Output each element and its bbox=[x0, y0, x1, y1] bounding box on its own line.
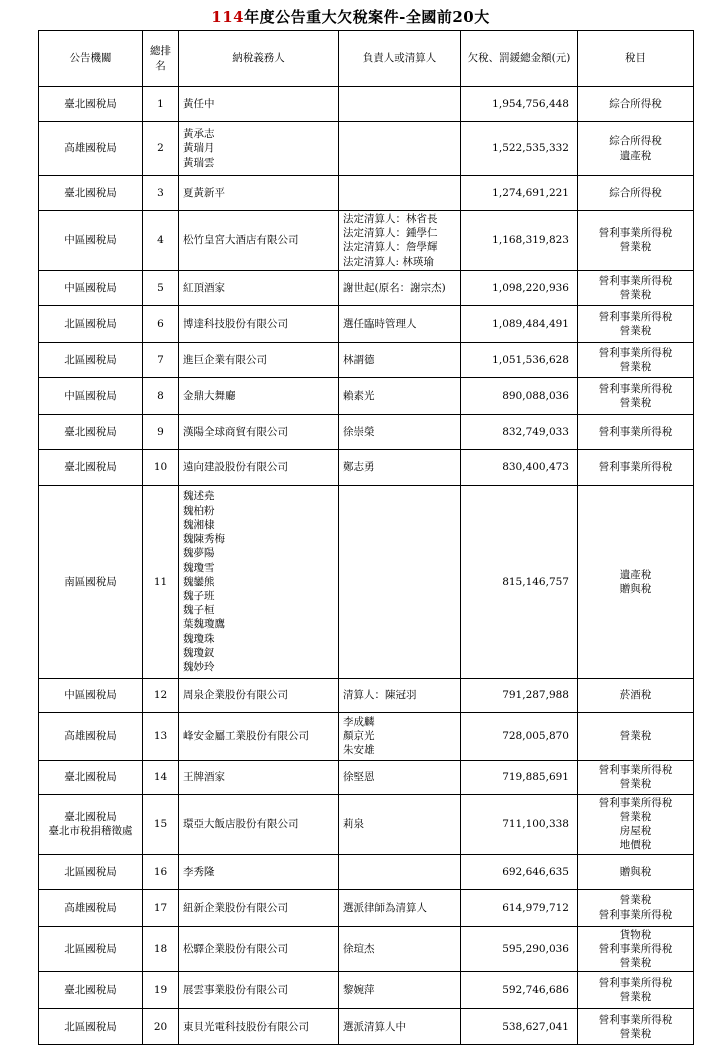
cell-amount: 1,274,691,221 bbox=[461, 176, 578, 211]
cell-amount: 538,627,041 bbox=[461, 1009, 578, 1045]
cell-agency bbox=[39, 87, 143, 122]
cell-payer bbox=[179, 305, 339, 342]
cell-payer bbox=[179, 342, 339, 377]
cell-amount: 1,168,319,823 bbox=[461, 211, 578, 271]
cell-rank: 10 bbox=[143, 449, 179, 485]
cell-responsible-line: 黎婉萍 bbox=[343, 984, 375, 997]
table-row bbox=[39, 854, 694, 889]
cell-rank: 4 bbox=[143, 211, 179, 271]
cell-payer-line: 魏述堯 bbox=[183, 490, 215, 503]
cell-responsible-line: 徐崇榮 bbox=[343, 425, 375, 438]
cell-payer bbox=[179, 211, 339, 271]
cell-rank: 1 bbox=[143, 87, 179, 122]
cell-payer-line: 魏柏粉 bbox=[183, 504, 215, 517]
table-row bbox=[39, 794, 694, 854]
cell-responsible-line: 鄭志勇 bbox=[343, 461, 375, 474]
cell-agency bbox=[39, 270, 143, 305]
cell-tax-type bbox=[578, 122, 694, 176]
cell-tax-type bbox=[578, 760, 694, 794]
cell-amount: 791,287,988 bbox=[461, 678, 578, 712]
cell-tax-type-line: 營業稅 bbox=[619, 360, 652, 373]
title-text: 年度公告重大欠稅案件-全國前20大 bbox=[244, 8, 490, 26]
cell-tax-type bbox=[578, 794, 694, 854]
cell-payer-line: 魏湘棣 bbox=[183, 518, 215, 531]
cell-payer-line: 魏瓊珠 bbox=[183, 632, 215, 645]
cell-responsible-line: 選派清算人中 bbox=[343, 1020, 406, 1033]
table-row bbox=[39, 678, 694, 712]
cell-tax-type bbox=[578, 485, 694, 678]
cell-payer-line: 王牌酒家 bbox=[183, 771, 225, 784]
cell-payer-line: 博達科技股份有限公司 bbox=[183, 317, 288, 330]
cell-agency bbox=[39, 972, 143, 1009]
cell-payer bbox=[179, 485, 339, 678]
cell-responsible-line: 林謂德 bbox=[343, 353, 375, 366]
cell-rank: 18 bbox=[143, 926, 179, 972]
cell-payer-line: 松驛企業股份有限公司 bbox=[183, 942, 288, 955]
cell-responsible bbox=[339, 414, 461, 449]
cell-tax-type bbox=[578, 211, 694, 271]
cell-agency-line: 臺北國稅局 bbox=[64, 811, 117, 824]
cell-amount: 595,290,036 bbox=[461, 926, 578, 972]
table-row bbox=[39, 449, 694, 485]
cell-tax-type-line: 贈與稅 bbox=[619, 582, 652, 595]
cell-tax-type-line: 營利事業所得稅 bbox=[598, 461, 673, 474]
cell-responsible bbox=[339, 926, 461, 972]
cell-payer-line: 魏妙玲 bbox=[183, 660, 215, 673]
cell-agency-line: 臺北國稅局 bbox=[64, 425, 117, 438]
cell-agency bbox=[39, 305, 143, 342]
cell-agency-line: 中區國稅局 bbox=[64, 281, 117, 294]
cell-amount: 815,146,757 bbox=[461, 485, 578, 678]
cell-agency bbox=[39, 712, 143, 760]
cell-payer-line: 遠向建設股份有限公司 bbox=[183, 461, 288, 474]
cell-agency-line: 臺北國稅局 bbox=[64, 771, 117, 784]
table-row bbox=[39, 305, 694, 342]
cell-tax-type-line: 營利事業所得稅 bbox=[598, 977, 673, 990]
cell-tax-type-line: 贈與稅 bbox=[619, 865, 652, 878]
table-row bbox=[39, 926, 694, 972]
cell-responsible bbox=[339, 342, 461, 377]
header-amount: 欠稅、罰鍰總金額(元) bbox=[461, 31, 578, 87]
cell-tax-type-line: 營利事業所得稅 bbox=[598, 274, 673, 287]
cell-payer-line: 黃任中 bbox=[183, 97, 215, 110]
cell-rank: 19 bbox=[143, 972, 179, 1009]
cell-agency-line: 高雄國稅局 bbox=[64, 142, 117, 155]
cell-tax-type bbox=[578, 176, 694, 211]
cell-payer bbox=[179, 377, 339, 414]
cell-tax-type-line: 貨物稅 bbox=[619, 928, 652, 941]
cell-responsible-line: 選任臨時管理人 bbox=[343, 317, 417, 330]
cell-agency-line: 中區國稅局 bbox=[64, 689, 117, 702]
cell-tax-type bbox=[578, 678, 694, 712]
header-payer: 納稅義務人 bbox=[179, 31, 339, 87]
cell-rank: 8 bbox=[143, 377, 179, 414]
table-row bbox=[39, 760, 694, 794]
cell-responsible-line: 徐堅恩 bbox=[343, 771, 375, 784]
cell-payer-line: 展雲事業股份有限公司 bbox=[183, 984, 288, 997]
cell-agency bbox=[39, 414, 143, 449]
cell-payer bbox=[179, 889, 339, 926]
cell-payer-line: 周泉企業股份有限公司 bbox=[183, 689, 288, 702]
cell-responsible bbox=[339, 854, 461, 889]
cell-payer bbox=[179, 176, 339, 211]
cell-agency bbox=[39, 485, 143, 678]
cell-rank: 9 bbox=[143, 414, 179, 449]
cell-responsible-line: 謝世起(原名：謝宗杰) bbox=[343, 281, 446, 294]
cell-payer bbox=[179, 760, 339, 794]
cell-payer bbox=[179, 449, 339, 485]
cell-amount: 1,098,220,936 bbox=[461, 270, 578, 305]
cell-responsible bbox=[339, 377, 461, 414]
cell-tax-type-line: 營業稅 bbox=[619, 811, 652, 824]
cell-rank: 7 bbox=[143, 342, 179, 377]
table-row bbox=[39, 176, 694, 211]
cell-responsible bbox=[339, 1009, 461, 1045]
cell-responsible-line: 法定清算人：林省長 bbox=[343, 213, 438, 225]
cell-payer-line: 東貝光電科技股份有限公司 bbox=[183, 1020, 309, 1033]
header-responsible: 負責人或清算人 bbox=[339, 31, 461, 87]
cell-agency bbox=[39, 122, 143, 176]
cell-agency bbox=[39, 854, 143, 889]
cell-agency-line: 臺北國稅局 bbox=[64, 461, 117, 474]
cell-payer-line: 魏子桓 bbox=[183, 604, 215, 617]
cell-tax-type bbox=[578, 449, 694, 485]
cell-agency-line: 高雄國稅局 bbox=[64, 901, 117, 914]
cell-tax-type bbox=[578, 972, 694, 1009]
cell-tax-type-line: 營業稅 bbox=[619, 730, 652, 743]
cell-rank: 12 bbox=[143, 678, 179, 712]
cell-tax-type bbox=[578, 87, 694, 122]
cell-payer-line: 夏黃新平 bbox=[183, 186, 225, 199]
cell-payer-line: 金鼎大舞廳 bbox=[183, 389, 236, 402]
cell-responsible bbox=[339, 87, 461, 122]
cell-payer bbox=[179, 87, 339, 122]
cell-responsible bbox=[339, 270, 461, 305]
cell-amount: 1,089,484,491 bbox=[461, 305, 578, 342]
cell-payer-line: 魏瓊雪 bbox=[183, 561, 215, 574]
table-row bbox=[39, 889, 694, 926]
cell-responsible-line: 顏京光 bbox=[343, 730, 375, 743]
cell-amount: 728,005,870 bbox=[461, 712, 578, 760]
cell-tax-type-line: 綜合所得稅 bbox=[609, 186, 662, 199]
cell-responsible-line: 徐瑄杰 bbox=[343, 942, 375, 955]
cell-payer bbox=[179, 926, 339, 972]
table-row bbox=[39, 377, 694, 414]
cell-amount: 719,885,691 bbox=[461, 760, 578, 794]
table-row bbox=[39, 1009, 694, 1045]
cell-payer bbox=[179, 972, 339, 1009]
cell-agency-line: 中區國稅局 bbox=[64, 389, 117, 402]
cell-rank: 17 bbox=[143, 889, 179, 926]
cell-tax-type-line: 營利事業所得稅 bbox=[598, 227, 673, 240]
cell-rank: 14 bbox=[143, 760, 179, 794]
cell-responsible-line: 清算人：陳冠羽 bbox=[343, 689, 417, 702]
cell-tax-type-line: 綜合所得稅 bbox=[609, 135, 662, 148]
cell-agency bbox=[39, 176, 143, 211]
cell-amount: 1,522,535,332 bbox=[461, 122, 578, 176]
cell-payer-line: 魏鑾熊 bbox=[183, 575, 215, 588]
cell-tax-type-line: 營業稅 bbox=[619, 396, 652, 409]
cell-rank: 20 bbox=[143, 1009, 179, 1045]
table-row bbox=[39, 972, 694, 1009]
cell-responsible-line: 賴素光 bbox=[343, 389, 375, 402]
cell-tax-type bbox=[578, 889, 694, 926]
cell-payer-line: 魏夢陽 bbox=[183, 547, 215, 560]
cell-payer bbox=[179, 854, 339, 889]
cell-payer-line: 紅頂酒家 bbox=[183, 281, 225, 294]
cell-tax-type bbox=[578, 377, 694, 414]
cell-responsible bbox=[339, 972, 461, 1009]
header-agency: 公告機關 bbox=[39, 31, 143, 87]
cell-tax-type bbox=[578, 926, 694, 972]
cell-tax-type bbox=[578, 305, 694, 342]
cell-responsible-line: 莉泉 bbox=[343, 818, 364, 831]
cell-agency bbox=[39, 211, 143, 271]
cell-tax-type-line: 營業稅 bbox=[619, 991, 652, 1004]
header-tax-type: 稅目 bbox=[578, 31, 694, 87]
cell-rank: 2 bbox=[143, 122, 179, 176]
cell-payer-line: 峰安金屬工業股份有限公司 bbox=[183, 730, 309, 743]
cell-tax-type bbox=[578, 854, 694, 889]
cell-responsible bbox=[339, 211, 461, 271]
table-row bbox=[39, 211, 694, 271]
cell-tax-type-line: 營利事業所得稅 bbox=[598, 908, 673, 921]
cell-payer-line: 黃承志 bbox=[183, 128, 215, 141]
cell-amount: 1,954,756,448 bbox=[461, 87, 578, 122]
cell-tax-type-line: 營利事業所得稅 bbox=[598, 382, 673, 395]
page-title bbox=[0, 6, 701, 27]
cell-payer-line: 進巨企業有限公司 bbox=[183, 353, 267, 366]
cell-responsible bbox=[339, 305, 461, 342]
cell-agency-line: 北區國稅局 bbox=[64, 353, 117, 366]
cell-responsible bbox=[339, 485, 461, 678]
cell-amount: 890,088,036 bbox=[461, 377, 578, 414]
cell-responsible bbox=[339, 889, 461, 926]
cell-agency bbox=[39, 1009, 143, 1045]
cell-rank: 5 bbox=[143, 270, 179, 305]
cell-tax-type-line: 營利事業所得稅 bbox=[598, 1013, 673, 1026]
cell-tax-type bbox=[578, 712, 694, 760]
cell-amount: 692,646,635 bbox=[461, 854, 578, 889]
cell-responsible bbox=[339, 712, 461, 760]
cell-payer-line: 葉魏瓊鷹 bbox=[183, 618, 225, 631]
cell-payer-line: 松竹皇宮大酒店有限公司 bbox=[183, 234, 299, 247]
cell-payer bbox=[179, 794, 339, 854]
cell-responsible bbox=[339, 176, 461, 211]
cell-amount: 614,979,712 bbox=[461, 889, 578, 926]
cell-responsible bbox=[339, 794, 461, 854]
cell-payer bbox=[179, 122, 339, 176]
title-year: 114 bbox=[211, 8, 245, 26]
cell-responsible bbox=[339, 122, 461, 176]
cell-responsible-line: 法定清算人：詹學輝 bbox=[343, 241, 438, 254]
cell-agency-line: 中區國稅局 bbox=[64, 234, 117, 247]
table-row bbox=[39, 712, 694, 760]
cell-amount: 1,051,536,628 bbox=[461, 342, 578, 377]
cell-tax-type-line: 營利事業所得稅 bbox=[598, 764, 673, 777]
cell-payer bbox=[179, 270, 339, 305]
cell-responsible bbox=[339, 449, 461, 485]
cell-agency bbox=[39, 377, 143, 414]
cell-responsible-line: 朱安雄 bbox=[343, 744, 375, 757]
cell-agency-line: 南區國稅局 bbox=[64, 575, 117, 588]
cell-responsible-line: 法定清算人: 林瑛瑜 bbox=[343, 255, 434, 268]
cell-tax-type-line: 營業稅 bbox=[619, 288, 652, 301]
cell-agency-line: 高雄國稅局 bbox=[64, 730, 117, 743]
cell-tax-type-line: 營業稅 bbox=[619, 957, 652, 970]
cell-tax-type bbox=[578, 342, 694, 377]
cell-rank: 16 bbox=[143, 854, 179, 889]
cell-tax-type-line: 菸酒稅 bbox=[619, 689, 652, 702]
table-row bbox=[39, 122, 694, 176]
cell-agency-line: 北區國稅局 bbox=[64, 942, 117, 955]
cell-rank: 11 bbox=[143, 485, 179, 678]
cell-tax-type-line: 營業稅 bbox=[619, 894, 652, 907]
cell-rank: 3 bbox=[143, 176, 179, 211]
cell-responsible-line: 選派律師為清算人 bbox=[343, 901, 427, 914]
cell-payer-line: 漢陽全球商貿有限公司 bbox=[183, 425, 288, 438]
cell-responsible-line: 法定清算人：鍾學仁 bbox=[343, 227, 438, 240]
cell-payer-line: 魏陳秀梅 bbox=[183, 533, 225, 546]
cell-payer bbox=[179, 678, 339, 712]
cell-agency-line: 北區國稅局 bbox=[64, 1020, 117, 1033]
header-rank: 總排名 bbox=[143, 31, 179, 87]
cell-tax-type-line: 房屋稅 bbox=[619, 825, 652, 838]
cell-payer-line: 紐新企業股份有限公司 bbox=[183, 901, 288, 914]
cell-tax-type-line: 營業稅 bbox=[619, 1027, 652, 1040]
cell-tax-type-line: 地價稅 bbox=[619, 839, 652, 852]
cell-payer bbox=[179, 712, 339, 760]
cell-agency-line: 臺北國稅局 bbox=[64, 186, 117, 199]
cell-tax-type-line: 營利事業所得稅 bbox=[598, 346, 673, 359]
table-row bbox=[39, 342, 694, 377]
cell-agency bbox=[39, 926, 143, 972]
table-row bbox=[39, 414, 694, 449]
cell-tax-type-line: 營業稅 bbox=[619, 241, 652, 254]
cell-payer bbox=[179, 414, 339, 449]
cell-payer bbox=[179, 1009, 339, 1045]
tax-arrears-table bbox=[38, 30, 694, 1045]
cell-agency-line: 臺北國稅局 bbox=[64, 97, 117, 110]
cell-agency-line: 臺北市稅捐稽徵處 bbox=[48, 825, 133, 838]
cell-amount: 832,749,033 bbox=[461, 414, 578, 449]
cell-tax-type-line: 營利事業所得稅 bbox=[598, 310, 673, 323]
table-row bbox=[39, 270, 694, 305]
cell-agency bbox=[39, 449, 143, 485]
cell-payer-line: 魏瓊釵 bbox=[183, 646, 215, 659]
table-row bbox=[39, 485, 694, 678]
cell-tax-type-line: 遺產稅 bbox=[619, 568, 652, 581]
cell-tax-type-line: 綜合所得稅 bbox=[609, 97, 662, 110]
cell-tax-type-line: 遺產稅 bbox=[619, 149, 652, 162]
cell-agency-line: 北區國稅局 bbox=[64, 317, 117, 330]
cell-responsible bbox=[339, 678, 461, 712]
cell-amount: 830,400,473 bbox=[461, 449, 578, 485]
cell-tax-type bbox=[578, 270, 694, 305]
cell-tax-type-line: 營業稅 bbox=[619, 778, 652, 791]
cell-agency-line: 北區國稅局 bbox=[64, 865, 117, 878]
cell-agency bbox=[39, 678, 143, 712]
cell-tax-type-line: 營利事業所得稅 bbox=[598, 942, 673, 955]
cell-rank: 13 bbox=[143, 712, 179, 760]
table-header-row bbox=[39, 31, 694, 87]
cell-responsible-line: 李成麟 bbox=[343, 716, 375, 728]
cell-tax-type bbox=[578, 414, 694, 449]
cell-agency bbox=[39, 889, 143, 926]
cell-rank: 15 bbox=[143, 794, 179, 854]
cell-tax-type-line: 營業稅 bbox=[619, 324, 652, 337]
cell-payer-line: 黃瑞雲 bbox=[183, 156, 215, 169]
cell-agency-line: 臺北國稅局 bbox=[64, 984, 117, 997]
cell-amount: 592,746,686 bbox=[461, 972, 578, 1009]
cell-payer-line: 魏子班 bbox=[183, 589, 215, 602]
cell-agency bbox=[39, 794, 143, 854]
cell-tax-type bbox=[578, 1009, 694, 1045]
cell-agency bbox=[39, 760, 143, 794]
cell-payer-line: 李秀隆 bbox=[183, 865, 215, 878]
cell-amount: 711,100,338 bbox=[461, 794, 578, 854]
cell-agency bbox=[39, 342, 143, 377]
cell-payer-line: 環亞大飯店股份有限公司 bbox=[183, 818, 299, 831]
cell-responsible bbox=[339, 760, 461, 794]
cell-tax-type-line: 營利事業所得稅 bbox=[598, 796, 673, 809]
cell-payer-line: 黃瑞月 bbox=[183, 142, 215, 155]
cell-rank: 6 bbox=[143, 305, 179, 342]
table-row bbox=[39, 87, 694, 122]
cell-tax-type-line: 營利事業所得稅 bbox=[598, 425, 673, 438]
